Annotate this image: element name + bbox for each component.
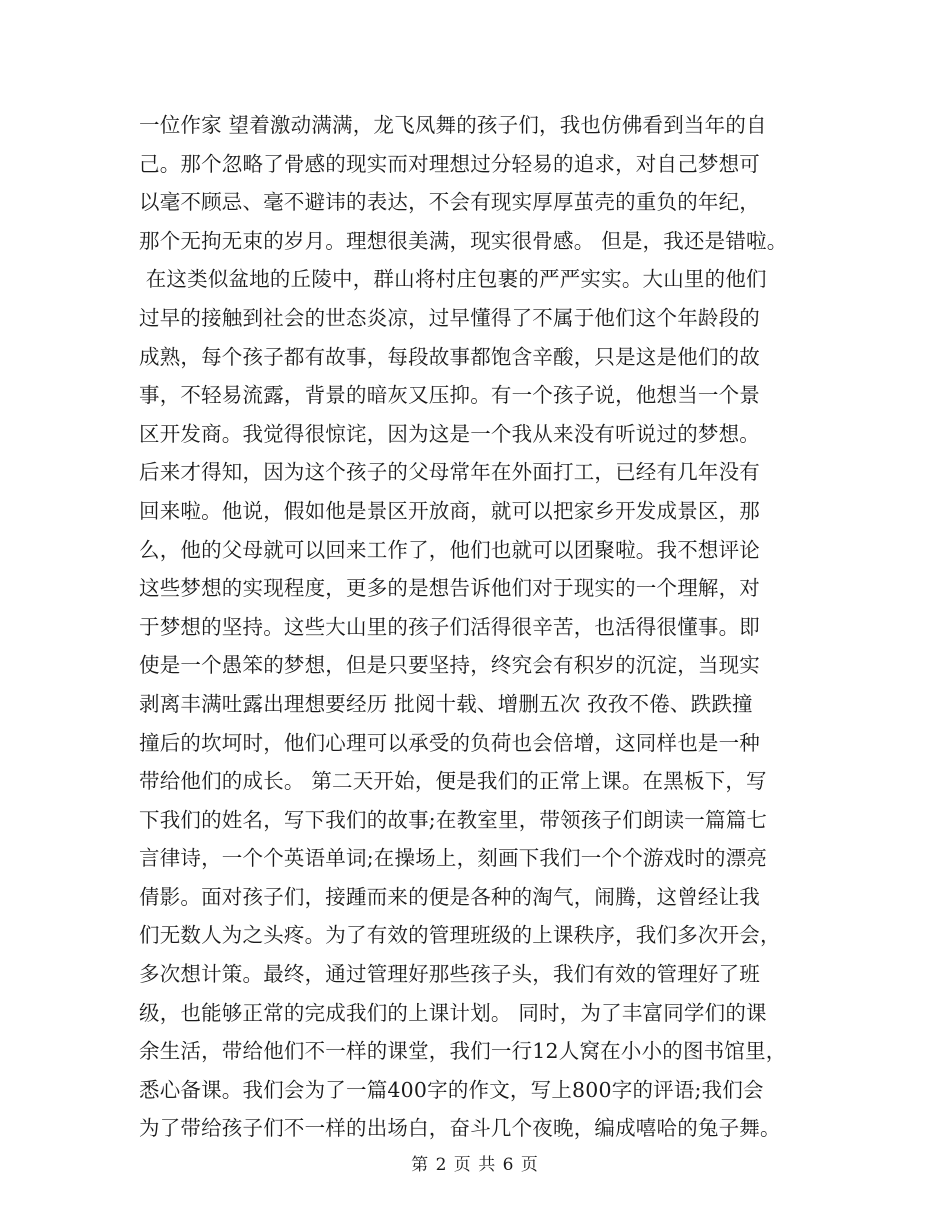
text-line: 成熟，每个孩子都有故事，每段故事都饱含辛酸，只是这是他们的故 [139,344,760,369]
text-line: 为了带给孩子们不一样的出场白，奋斗几个夜晚，编成嘻哈的兔子舞。 [139,1116,781,1141]
text-line: 一位作家 望着激动满满，龙飞凤舞的孩子们，我也仿佛看到当年的自 [139,113,767,137]
text-line: 们无数人为之头疼。为了有效的管理班级的上课秩序，我们多次开会， [139,923,781,948]
text-line: 过早的接触到社会的世态炎凉，过早懂得了不属于他们这个年龄段的 [139,305,760,330]
text-line: 撞后的坎坷时，他们心理可以承受的负荷也会倍增，这同样也是一种 [139,730,760,755]
page-footer: 第 2 页 共 6 页 [411,1155,539,1175]
text-line: 么，他的父母就可以回来工作了，他们也就可以团聚啦。我不想评论 [139,537,760,562]
text-line: 以毫不顾忌、毫不避讳的表达，不会有现实厚厚茧壳的重负的年纪， [139,190,760,215]
text-line: 那个无拘无束的岁月。理想很美满，现实很骨感。 但是，我还是错啦。 [139,228,788,253]
text-line: 多次想计策。最终，通过管理好那些孩子头，我们有效的管理好了班 [139,962,760,987]
text-line: 剥离丰满吐露出理想要经历 批阅十载、增删五次 孜孜不倦、跌跌撞 [139,691,753,716]
text-line: 下我们的姓名，写下我们的故事;在教室里，带领孩子们朗读一篇篇七 [139,807,768,832]
text-line: 倩影。面对孩子们，接踵而来的便是各种的淘气，闹腾，这曾经让我 [139,884,760,909]
text-line: 余生活，带给他们不一样的课堂，我们一行12人窝在小小的图书馆里， [139,1039,787,1064]
text-line: 区开发商。我觉得很惊诧，因为这是一个我从来没有听说过的梦想。 [139,421,760,446]
text-line: 带给他们的成长。 第二天开始，便是我们的正常上课。在黑板下，写 [139,769,767,794]
body-text [139,106,839,1148]
text-line: 事，不轻易流露，背景的暗灰又压抑。有一个孩子说，他想当一个景 [139,383,760,408]
text-line: 回来啦。他说，假如他是景区开放商，就可以把家乡开发成景区，那 [139,498,760,523]
text-line: 后来才得知，因为这个孩子的父母常年在外面打工，已经有几年没有 [139,460,760,485]
text-line: 在这类似盆地的丘陵中，群山将村庄包裹的严严实实。大山里的他们 [139,267,767,292]
text-line: 级，也能够正常的完成我们的上课计划。 同时，为了丰富同学们的课 [139,1000,767,1025]
text-line: 悉心备课。我们会为了一篇400字的作文，写上800字的评语;我们会 [139,1077,764,1102]
text-line: 己。那个忽略了骨感的现实而对理想过分轻易的追求，对自己梦想可 [139,151,760,176]
text-line: 于梦想的坚持。这些大山里的孩子们活得很辛苦，也活得很懂事。即 [139,614,760,639]
text-line: 使是一个愚笨的梦想，但是只要坚持，终究会有积岁的沉淀，当现实 [139,653,760,678]
text-line: 这些梦想的实现程度，更多的是想告诉他们对于现实的一个理解，对 [139,576,760,601]
text-line: 言律诗，一个个英语单词;在操场上，刻画下我们一个个游戏时的漂亮 [139,846,768,871]
